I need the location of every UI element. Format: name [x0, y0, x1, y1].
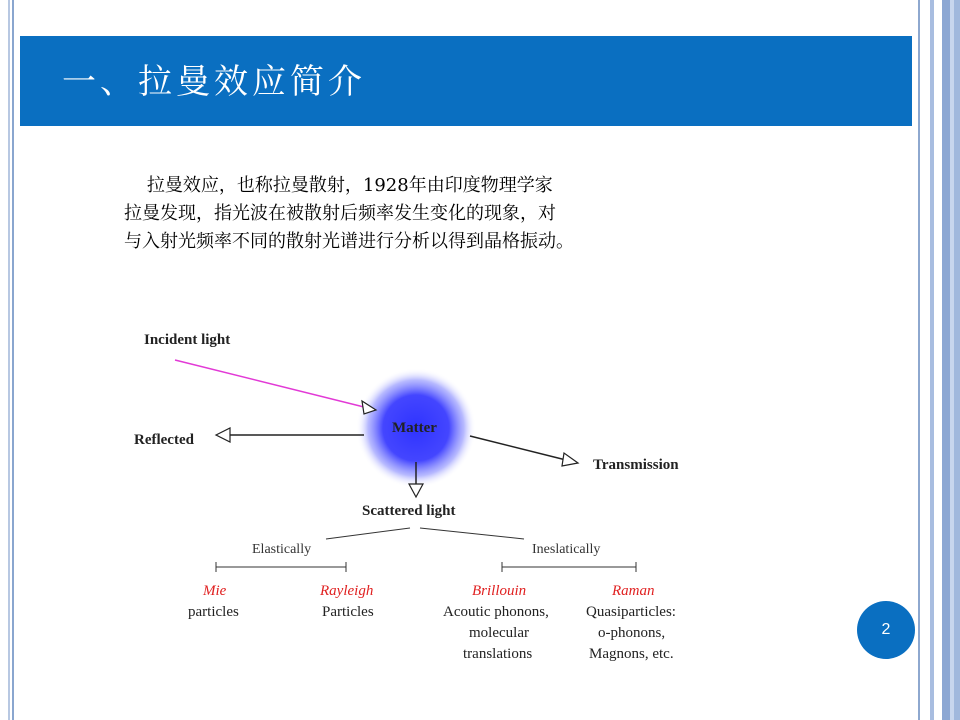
- brillouin-desc-2: molecular: [469, 625, 529, 641]
- raman-desc-3: Magnons, etc.: [589, 646, 674, 662]
- raman-desc-1: Quasiparticles:: [586, 604, 676, 620]
- slide-title: 一、拉曼效应简介: [62, 62, 366, 102]
- transmission-label: Transmission: [593, 457, 679, 473]
- paragraph-line-1: 拉曼效应，也称拉曼散射，1928年由印度物理学家: [124, 175, 553, 196]
- reflected-arrowhead: [216, 428, 230, 442]
- rayleigh-label: Rayleigh: [320, 583, 374, 599]
- raman-desc-2: o-phonons,: [598, 625, 666, 641]
- elastically-label: Elastically: [252, 542, 312, 557]
- matter-label: Matter: [392, 420, 437, 436]
- branch-inelastic-line: [420, 528, 524, 539]
- mie-desc: particles: [188, 604, 239, 620]
- inelastically-label: Ineslatically: [532, 542, 601, 557]
- reflected-label: Reflected: [134, 432, 194, 448]
- brillouin-label: Brillouin: [472, 583, 527, 599]
- incident-light-line: [175, 360, 368, 408]
- scattered-light-label: Scattered light: [362, 503, 456, 519]
- branch-elastic-line: [326, 528, 410, 539]
- brillouin-desc-3: translations: [463, 646, 533, 662]
- transmission-line: [470, 436, 566, 460]
- page-number-badge: 2: [857, 601, 915, 659]
- mie-label: Mie: [203, 583, 227, 599]
- raman-label: Raman: [612, 583, 655, 599]
- paragraph-line-3: 与入射光频率不同的散射光谱进行分析以得到晶格振动。: [124, 231, 574, 252]
- incident-light-label: Incident light: [144, 332, 231, 348]
- scattered-arrowhead: [409, 484, 423, 497]
- brillouin-desc-1: Acoutic phonons,: [443, 604, 549, 620]
- rayleigh-desc: Particles: [322, 604, 374, 620]
- transmission-arrowhead: [562, 453, 578, 466]
- paragraph-line-2: 拉曼发现，指光波在被散射后频率发生变化的现象，对: [124, 203, 556, 224]
